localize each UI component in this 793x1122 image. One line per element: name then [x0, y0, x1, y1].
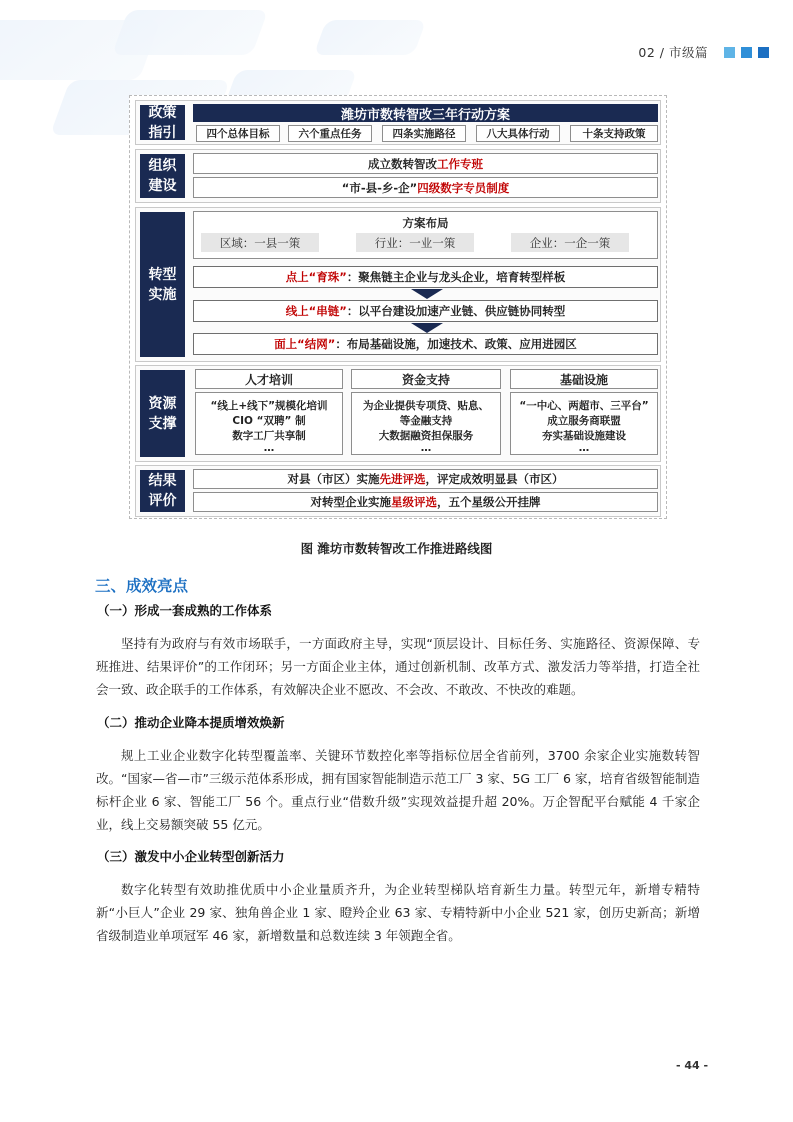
section-resource — [135, 365, 661, 462]
label-result: 结果 评价 — [140, 470, 185, 512]
transform-row-surface — [193, 333, 658, 355]
header-square-2 — [741, 47, 752, 58]
org-row-1-highlight: 工作专班 — [437, 156, 483, 171]
line-label: 线上“串链” — [285, 304, 347, 318]
funding-line-1: 为企业提供专项贷、贴息、 — [363, 400, 489, 412]
policy-item-5: 十条支持政策 — [570, 125, 658, 142]
paragraph-1: 坚持有为政府与有效市场联手，一方面政府主导，实现“顶层设计、目标任务、实施路径、资源保障、专班推进、结果评价”的工作闭环；另一方面企业主体，通过创新机制、改革方式、激发活力等举措，打造全社会一致、政企联手的工作体系，有效解决企业不愿改、不会改、不敢改、不快改的难题。 — [96, 636, 700, 697]
subheading-1: （一）形成一套成熟的工作体系 — [97, 603, 273, 618]
plan-industry: 行业：一业一策 — [356, 233, 474, 252]
roadmap-figure — [129, 95, 667, 519]
transform-row-point — [193, 266, 658, 288]
result-row-1 — [193, 469, 658, 489]
resource-funding-body — [351, 392, 501, 455]
header-square-3 — [758, 47, 769, 58]
point-text: ：聚焦链主企业与龙头企业，培育转型样板 — [346, 270, 566, 284]
line-text: ：以平台建设加速产业链、供应链协同转型 — [346, 304, 566, 318]
chapter-title: 02 / 市级篇 — [638, 45, 708, 60]
result-row-1-post: ，评定成效明显县（市区） — [425, 472, 564, 486]
section-policy — [135, 100, 661, 145]
funding-line-3: 大数据融资担保服务 — [378, 430, 474, 442]
plan-layout-title: 方案布局 — [402, 216, 449, 230]
org-row-1 — [193, 153, 658, 174]
result-row-1-highlight: 先进评选 — [379, 472, 426, 486]
infra-line-1: “一中心、两超市、三平台” — [519, 400, 649, 412]
header-square-1 — [724, 47, 735, 58]
infra-line-2: 成立服务商联盟 — [547, 415, 621, 427]
policy-item-3: 四条实施路径 — [382, 125, 466, 142]
section-org — [135, 149, 661, 203]
transform-row-line — [193, 300, 658, 322]
talent-line-2: CIO “双聘” 制 — [232, 415, 306, 427]
section-result — [135, 465, 661, 517]
resource-talent-title: 人才培训 — [195, 369, 343, 389]
label-org: 组织 建设 — [140, 154, 185, 198]
subheading-3: （三）激发中小企业转型创新活力 — [97, 849, 285, 864]
funding-line-4: … — [420, 442, 432, 454]
result-row-2-pre: 对转型企业实施 — [310, 495, 391, 509]
org-row-2-text: “市-县-乡-企” — [341, 180, 418, 195]
policy-item-1: 四个总体目标 — [196, 125, 280, 142]
point-label: 点上“育珠” — [285, 270, 347, 284]
plan-enterprise: 企业：一企一策 — [511, 233, 629, 252]
result-row-2-highlight: 星级评选 — [391, 495, 437, 509]
funding-line-2: 等金融支持 — [399, 415, 453, 427]
resource-infra-body — [510, 392, 658, 455]
policy-item-2: 六个重点任务 — [288, 125, 372, 142]
talent-line-4: … — [263, 442, 275, 454]
page-number: - 44 - — [676, 1059, 709, 1072]
resource-talent-body — [195, 392, 343, 455]
section-transform — [135, 207, 661, 362]
result-row-2 — [193, 492, 658, 512]
org-row-2-highlight: 四级数字专员制度 — [417, 180, 510, 195]
policy-title: 潍坊市数转智改三年行动方案 — [193, 104, 658, 122]
subheading-2: （二）推动企业降本提质增效焕新 — [97, 715, 285, 730]
result-row-1-pre: 对县（市区）实施 — [287, 472, 380, 486]
label-resource: 资源 支撑 — [140, 370, 185, 457]
surface-text: ：布局基础设施，加速技术、政策、应用进园区 — [335, 337, 577, 351]
arrow-down-icon — [411, 323, 443, 333]
paragraph-3: 数字化转型有效助推优质中小企业量质齐升，为企业转型梯队培育新生力量。转型元年，新增专精特新“小巨人”企业 29 家、独角兽企业 1 家、瞪羚企业 63 家、专精特新中小企业 521 家，创历史新高；新增省级制造业单项冠军 46 家，新增数量和总数连续 3 年领跑全省。 — [96, 882, 700, 943]
resource-infra-title: 基础设施 — [510, 369, 658, 389]
talent-line-1: “线上+线下”规模化培训 — [210, 400, 328, 412]
page-header — [638, 43, 769, 61]
org-row-1-text: 成立数转智改 — [368, 156, 437, 171]
resource-funding-title: 资金支持 — [351, 369, 501, 389]
talent-line-3: 数字工厂共享制 — [232, 430, 306, 442]
infra-line-4: … — [578, 442, 590, 454]
label-policy: 政策 指引 — [140, 105, 185, 140]
section-heading: 三、成效亮点 — [95, 577, 189, 595]
policy-item-4: 八大具体行动 — [476, 125, 560, 142]
paragraph-2: 规上工业企业数字化转型覆盖率、关键环节数控化率等指标位居全省前列，3700 余家企业实施数转智改。“国家—省—市”三级示范体系形成，拥有国家智能制造示范工厂 3 家、5G 工厂 6 家，培育省级智能制造标杆企业 6 家、智能工厂 56 个。重点行业“借数升级”实现效益提升超 20%。万企智配平台赋能 4 千家企业，线上交易额突破 55 亿元。 — [96, 748, 700, 832]
infra-line-3: 夯实基础设施建设 — [542, 430, 626, 442]
arrow-down-icon — [411, 289, 443, 299]
plan-region: 区域：一县一策 — [201, 233, 319, 252]
figure-caption: 图 潍坊市数转智改工作推进路线图 — [300, 541, 493, 556]
result-row-2-post: ，五个星级公开挂牌 — [437, 495, 541, 509]
label-transform: 转型 实施 — [140, 212, 185, 357]
surface-label: 面上“结网” — [274, 337, 336, 351]
org-row-2 — [193, 177, 658, 198]
